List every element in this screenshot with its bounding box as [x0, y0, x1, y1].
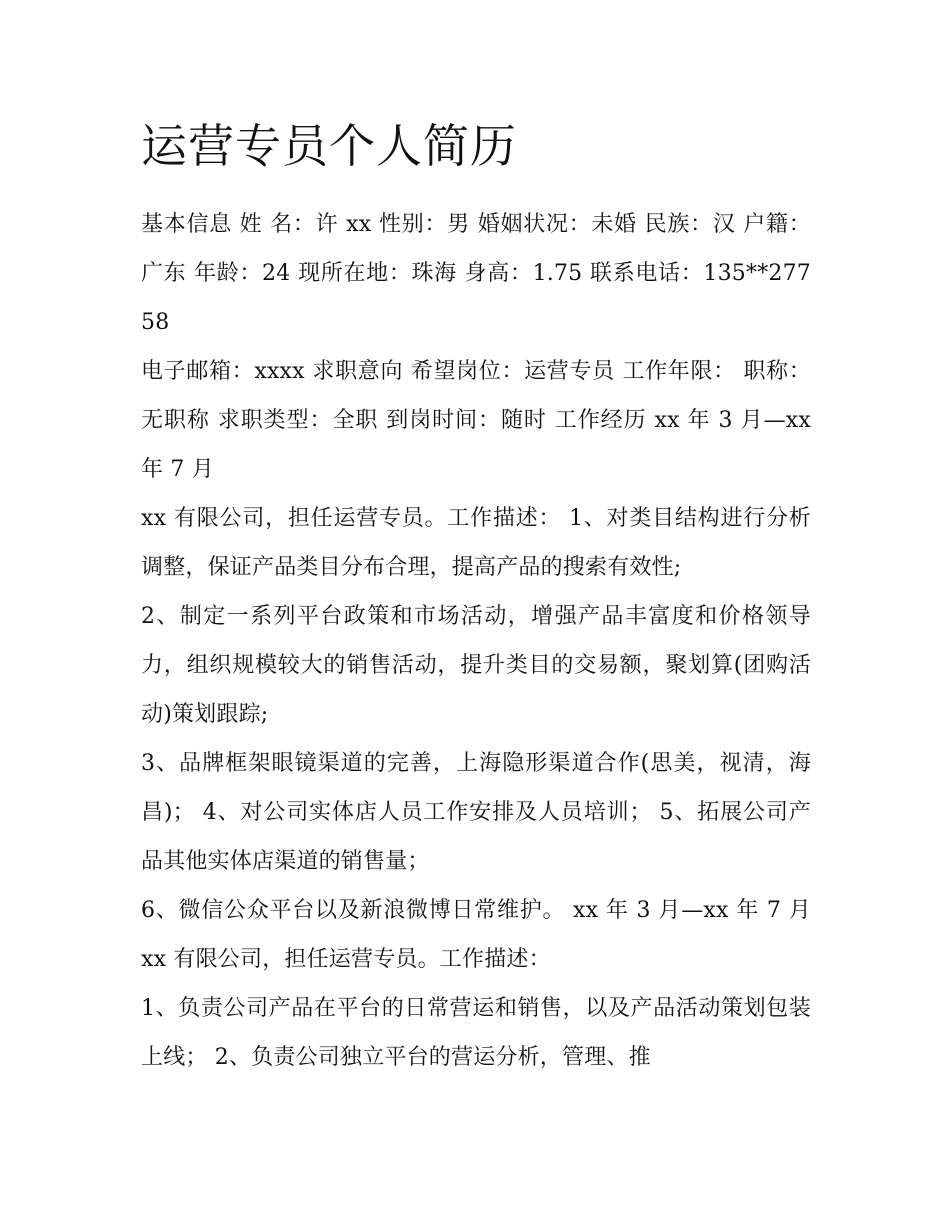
resume-title: 运营专员个人简历	[141, 119, 517, 173]
basic-info-paragraph: 基本信息 姓 名：许 xx 性别：男 婚姻状况：未婚 民族：汉 户籍：广东 年龄：24 现所在地：珠海 身高：1.75 联系电话：135**27758	[141, 212, 811, 335]
second-job-duties-paragraph: 1、负责公司产品在平台的日常营运和销售，以及产品活动策划包装上线； 2、负责公司独立平台的营运分析，管理、推	[141, 996, 811, 1070]
document-body	[141, 112, 811, 1082]
duty-3-paragraph: 3、品牌框架眼镜渠道的完善，上海隐形渠道合作(思美，视清，海昌)； 4、对公司实体店人员工作安排及人员培训； 5、拓展公司产品其他实体店渠道的销售量；	[141, 751, 811, 874]
duty-2-paragraph: 2、制定一系列平台政策和市场活动，增强产品丰富度和价格领导力，组织规模较大的销售活动，提升类目的交易额，聚划算(团购活动)策划跟踪;	[141, 604, 811, 727]
job-intention-paragraph: 电子邮箱：xxxx 求职意向 希望岗位：运营专员 工作年限： 职称：无职称 求职类型：全职 到岗时间：随时 工作经历 xx 年 3 月—xx 年 7 月	[141, 359, 811, 482]
duty-6-paragraph: 6、微信公众平台以及新浪微博日常维护。 xx 年 3 月—xx 年 7 月 xx 有限公司，担任运营专员。工作描述：	[141, 898, 811, 972]
work-description-paragraph: xx 有限公司，担任运营专员。工作描述： 1、对类目结构进行分析调整，保证产品类目分布合理，提高产品的搜索有效性;	[141, 506, 811, 580]
